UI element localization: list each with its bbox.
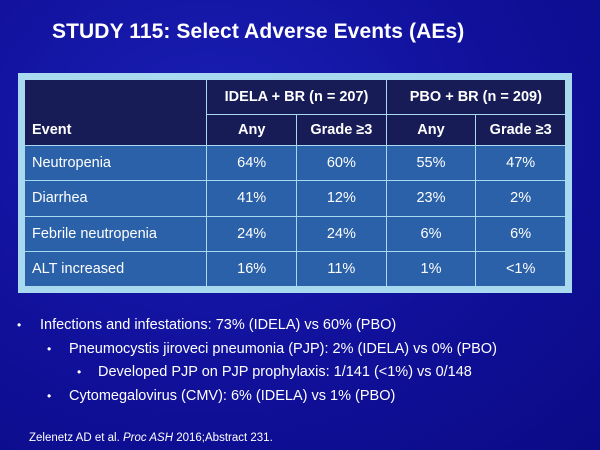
value-cell: 1% bbox=[386, 251, 476, 286]
bullet-dot: • bbox=[47, 388, 52, 403]
value-cell: 41% bbox=[207, 181, 297, 216]
value-cell: 6% bbox=[386, 216, 476, 251]
adverse-events-table bbox=[24, 79, 566, 287]
value-cell: <1% bbox=[476, 251, 566, 286]
table-row bbox=[25, 251, 566, 286]
idela-grade3-header: Grade ≥3 bbox=[297, 115, 387, 146]
event-cell: Neutropenia bbox=[25, 146, 207, 181]
idela-any-header: Any bbox=[207, 115, 297, 146]
value-cell: 24% bbox=[297, 216, 387, 251]
citation bbox=[29, 432, 273, 444]
bullet-dot: • bbox=[17, 318, 22, 332]
citation-details: 2016;Abstract 231. bbox=[173, 432, 273, 444]
bullet-text: Cytomegalovirus (CMV): 6% (IDELA) vs 1% (PBO) bbox=[69, 387, 396, 404]
bullet-dot: • bbox=[47, 341, 52, 356]
table-row bbox=[25, 216, 566, 251]
pbo-any-header: Any bbox=[386, 115, 476, 146]
value-cell: 47% bbox=[476, 146, 566, 181]
table-row bbox=[25, 181, 566, 216]
slide-title: STUDY 115: Select Adverse Events (AEs) bbox=[52, 20, 465, 43]
pbo-grade3-header: Grade ≥3 bbox=[476, 115, 566, 146]
bullet-pjp-prophylaxis bbox=[0, 361, 600, 385]
bullet-text: Pneumocystis jiroveci pneumonia (PJP): 2% (IDELA) vs 0% (PBO) bbox=[69, 340, 497, 357]
idela-br-group-header: IDELA + BR (n = 207) bbox=[207, 80, 386, 115]
table-row bbox=[25, 146, 566, 181]
bullet-text: Developed PJP on PJP prophylaxis: 1/141 (<1%) vs 0/148 bbox=[98, 364, 472, 380]
value-cell: 16% bbox=[207, 251, 297, 286]
value-cell: 24% bbox=[207, 216, 297, 251]
value-cell: 2% bbox=[476, 181, 566, 216]
bullet-dot: • bbox=[77, 365, 82, 379]
adverse-events-table-frame bbox=[18, 73, 572, 293]
bullet-text: Infections and infestations: 73% (IDELA) vs 60% (PBO) bbox=[40, 317, 397, 333]
bullet-pjp bbox=[0, 338, 600, 362]
value-cell: 12% bbox=[297, 181, 387, 216]
value-cell: 60% bbox=[297, 146, 387, 181]
bullet-list bbox=[0, 314, 600, 408]
event-cell: Febrile neutropenia bbox=[25, 216, 207, 251]
event-cell: ALT increased bbox=[25, 251, 207, 286]
event-column-header: Event bbox=[25, 80, 207, 146]
value-cell: 11% bbox=[297, 251, 387, 286]
pbo-br-group-header: PBO + BR (n = 209) bbox=[386, 80, 565, 115]
value-cell: 23% bbox=[386, 181, 476, 216]
bullet-infections bbox=[0, 314, 600, 338]
bullet-cmv bbox=[0, 385, 600, 409]
value-cell: 64% bbox=[207, 146, 297, 181]
citation-journal: Proc ASH bbox=[122, 432, 174, 444]
citation-authors: Zelenetz AD et al. bbox=[29, 432, 123, 444]
value-cell: 55% bbox=[386, 146, 476, 181]
value-cell: 6% bbox=[476, 216, 566, 251]
event-cell: Diarrhea bbox=[25, 181, 207, 216]
